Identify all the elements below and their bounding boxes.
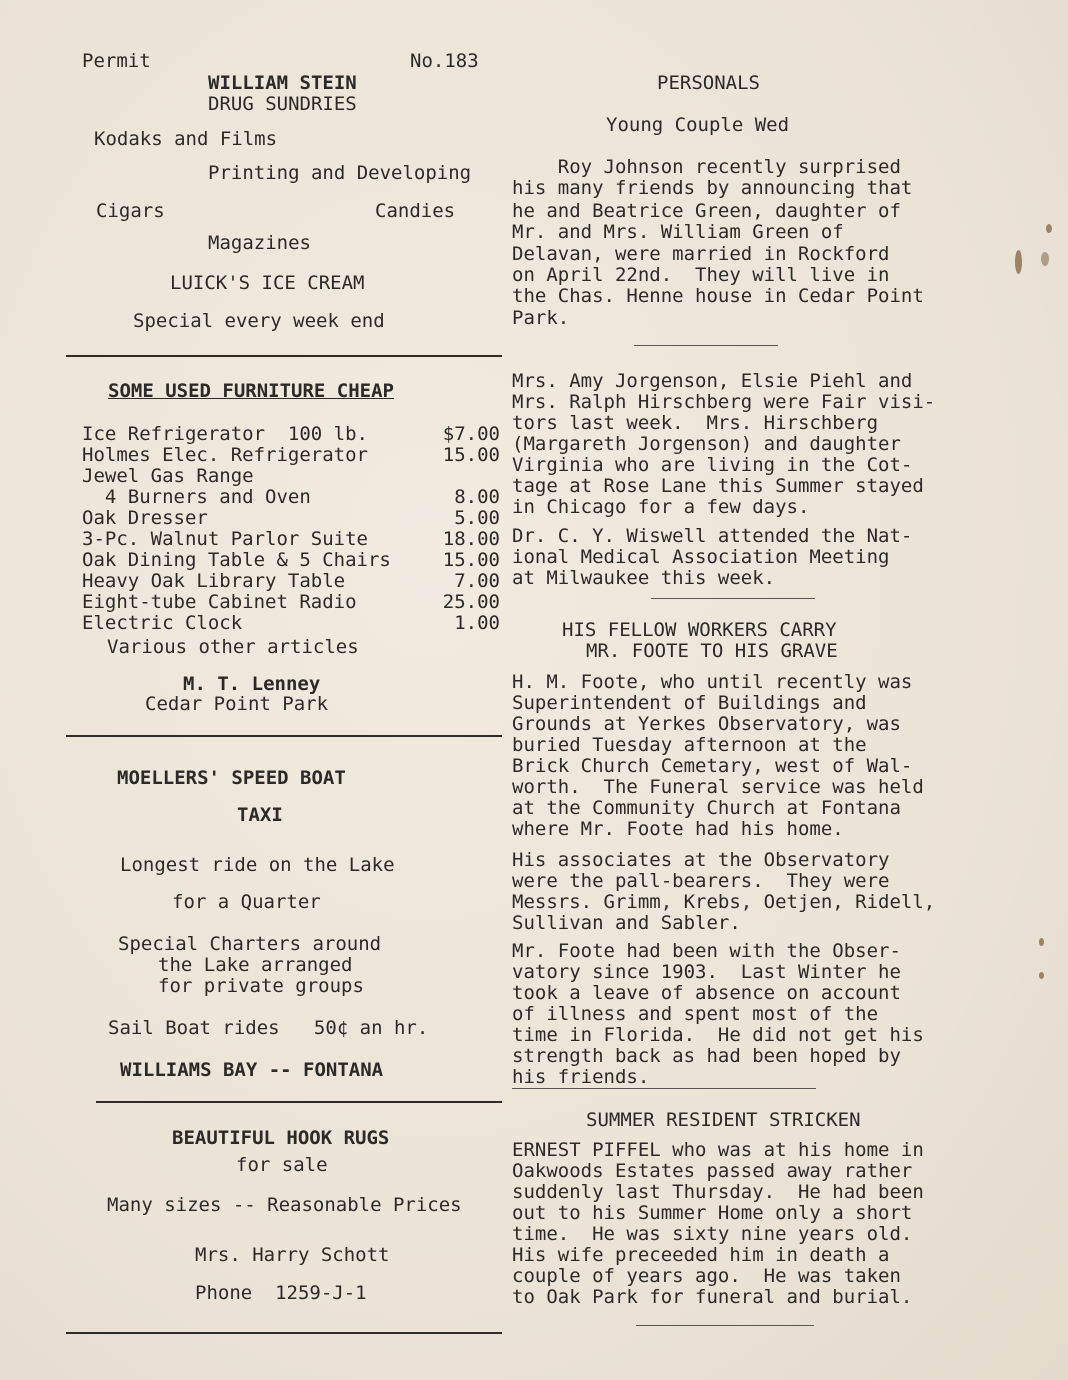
- moellers-location: WILLIAMS BAY -- FONTANA: [120, 1059, 384, 1081]
- article-line: out to his Summer Home only a short: [512, 1202, 913, 1224]
- article-line: vatory since 1903. Last Winter he: [512, 961, 901, 983]
- stein-subtitle: DRUG SUNDRIES: [208, 93, 357, 115]
- article-line: the Chas. Henne house in Cedar Point: [512, 285, 924, 307]
- article-line: (Margareth Jorgenson) and daughter: [512, 433, 901, 455]
- article-line: where Mr. Foote had his home.: [512, 818, 844, 840]
- paper-stain: [1046, 224, 1052, 233]
- foote-heading-2: MR. FOOTE TO HIS GRAVE: [586, 640, 838, 662]
- article-line: His wife preceeded him in death a: [512, 1244, 890, 1266]
- stein-magazines: Magazines: [208, 232, 311, 254]
- article-line: took a leave of absence on account: [512, 982, 901, 1004]
- paper-stain: [1039, 938, 1044, 946]
- moellers-title: MOELLERS' SPEED BOAT: [117, 767, 346, 789]
- rugs-sizes: Many sizes -- Reasonable Prices: [107, 1194, 462, 1216]
- article-line: were the pall-bearers. They were: [512, 870, 890, 892]
- article-line: tage at Rose Lane this Summer stayed: [512, 475, 924, 497]
- furniture-item: 3-Pc. Walnut Parlor Suite: [82, 528, 368, 550]
- article-line: he and Beatrice Green, daughter of: [512, 200, 901, 222]
- moellers-charters-2: the Lake arranged: [158, 954, 353, 976]
- stein-kodaks: Kodaks and Films: [94, 128, 278, 150]
- paper-stain: [1015, 250, 1022, 274]
- furniture-item: Heavy Oak Library Table: [82, 570, 346, 592]
- furniture-place: Cedar Point Park: [145, 693, 329, 715]
- divider: [66, 735, 502, 737]
- wedding-heading: Young Couple Wed: [606, 114, 790, 136]
- furniture-seller: M. T. Lenney: [183, 673, 321, 695]
- furniture-item: 4 Burners and Oven: [82, 486, 311, 508]
- moellers-longest: Longest ride on the Lake: [120, 854, 395, 876]
- divider: [66, 355, 502, 357]
- article-line: at Milwaukee this week.: [512, 567, 776, 589]
- article-line: H. M. Foote, who until recently was: [512, 671, 913, 693]
- furniture-price: 8.00: [454, 486, 500, 508]
- article-line: his friends.: [512, 1066, 650, 1088]
- personals-heading: PERSONALS: [657, 72, 760, 94]
- furniture-price: 5.00: [454, 507, 500, 529]
- moellers-charters-1: Special Charters around: [118, 933, 382, 955]
- rugs-contact-name: Mrs. Harry Schott: [195, 1244, 390, 1266]
- summer-heading: SUMMER RESIDENT STRICKEN: [586, 1109, 861, 1131]
- article-line: Mrs. Ralph Hirschberg were Fair visi-: [512, 391, 936, 413]
- moellers-sail: Sail Boat rides 50¢ an hr.: [108, 1017, 429, 1039]
- moellers-charters-3: for private groups: [158, 975, 364, 997]
- stein-candies: Candies: [375, 200, 456, 222]
- furniture-price: 15.00: [442, 549, 500, 571]
- furniture-other: Various other articles: [107, 636, 359, 658]
- article-line: Messrs. Grimm, Krebs, Oetjen, Ridell,: [512, 891, 936, 913]
- article-line: Sullivan and Sabler.: [512, 912, 741, 934]
- short-divider: [512, 1088, 816, 1089]
- furniture-price: 7.00: [454, 570, 500, 592]
- article-line: his many friends by announcing that: [512, 177, 913, 199]
- article-line: to Oak Park for funeral and burial.: [512, 1286, 913, 1308]
- article-line: Virginia who are living in the Cot-: [512, 454, 913, 476]
- moellers-quarter: for a Quarter: [172, 891, 321, 913]
- article-line: His associates at the Observatory: [512, 849, 890, 871]
- article-line: Superintendent of Buildings and: [512, 692, 867, 714]
- article-line: Grounds at Yerkes Observatory, was: [512, 713, 901, 735]
- furniture-item: Holmes Elec. Refrigerator: [82, 444, 368, 466]
- article-line: buried Tuesday afternoon at the: [512, 734, 867, 756]
- stein-name: WILLIAM STEIN: [208, 72, 357, 94]
- furniture-item: Electric Clock: [82, 612, 243, 634]
- furniture-item: Oak Dresser: [82, 507, 208, 529]
- article-line: Roy Johnson recently surprised: [512, 156, 901, 178]
- article-line: Dr. C. Y. Wiswell attended the Nat-: [512, 525, 913, 547]
- furniture-item: Ice Refrigerator 100 lb.: [82, 423, 368, 445]
- article-line: Mrs. Amy Jorgenson, Elsie Piehl and: [512, 370, 913, 392]
- divider: [96, 1101, 502, 1103]
- article-line: ERNEST PIFFEL who was at his home in: [512, 1139, 924, 1161]
- article-line: Mr. Foote had been with the Obser-: [512, 940, 901, 962]
- article-line: Oakwoods Estates passed away rather: [512, 1160, 913, 1182]
- furniture-price: 25.00: [442, 591, 500, 613]
- short-divider: [636, 1325, 814, 1326]
- article-line: Park.: [512, 307, 570, 329]
- article-line: on April 22nd. They will live in: [512, 264, 890, 286]
- article-line: Brick Church Cemetary, west of Wal-: [512, 755, 913, 777]
- furniture-item: Jewel Gas Range: [82, 465, 254, 487]
- article-line: time in Florida. He did not get his: [512, 1024, 924, 1046]
- short-divider: [634, 345, 778, 346]
- furniture-price: 18.00: [442, 528, 500, 550]
- furniture-price: 1.00: [454, 612, 500, 634]
- short-divider: [651, 598, 815, 599]
- permit-label: Permit: [82, 50, 151, 72]
- stein-icecream: LUICK'S ICE CREAM: [170, 272, 365, 294]
- furniture-item: Oak Dining Table & 5 Chairs: [82, 549, 391, 571]
- article-line: strength back as had been hoped by: [512, 1045, 901, 1067]
- furniture-item: Eight-tube Cabinet Radio: [82, 591, 357, 613]
- article-line: of illness and spent most of the: [512, 1003, 879, 1025]
- furniture-price: 15.00: [442, 444, 500, 466]
- permit-number: No.183: [410, 50, 479, 72]
- paper-stain: [1039, 972, 1044, 979]
- article-line: Mr. and Mrs. William Green of: [512, 221, 844, 243]
- rugs-sale: for sale: [236, 1154, 328, 1176]
- rugs-title: BEAUTIFUL HOOK RUGS: [172, 1127, 390, 1149]
- stein-special: Special every week end: [133, 310, 385, 332]
- article-line: suddenly last Thursday. He had been: [512, 1181, 924, 1203]
- stein-printing: Printing and Developing: [208, 162, 472, 184]
- article-line: time. He was sixty nine years old.: [512, 1223, 913, 1245]
- foote-heading-1: HIS FELLOW WORKERS CARRY: [562, 619, 837, 641]
- stein-cigars: Cigars: [96, 200, 165, 222]
- article-line: ional Medical Association Meeting: [512, 546, 890, 568]
- paper-stain: [1041, 252, 1049, 266]
- article-line: tors last week. Mrs. Hirschberg: [512, 412, 879, 434]
- article-line: Delavan, were married in Rockford: [512, 243, 890, 265]
- furniture-price: $7.00: [442, 423, 500, 445]
- article-line: in Chicago for a few days.: [512, 496, 810, 518]
- article-line: at the Community Church at Fontana: [512, 797, 901, 819]
- rugs-phone: Phone 1259-J-1: [195, 1282, 367, 1304]
- article-line: worth. The Funeral service was held: [512, 776, 924, 798]
- divider: [66, 1332, 502, 1334]
- article-line: couple of years ago. He was taken: [512, 1265, 901, 1287]
- furniture-heading: SOME USED FURNITURE CHEAP: [108, 380, 394, 402]
- moellers-taxi: TAXI: [237, 804, 283, 826]
